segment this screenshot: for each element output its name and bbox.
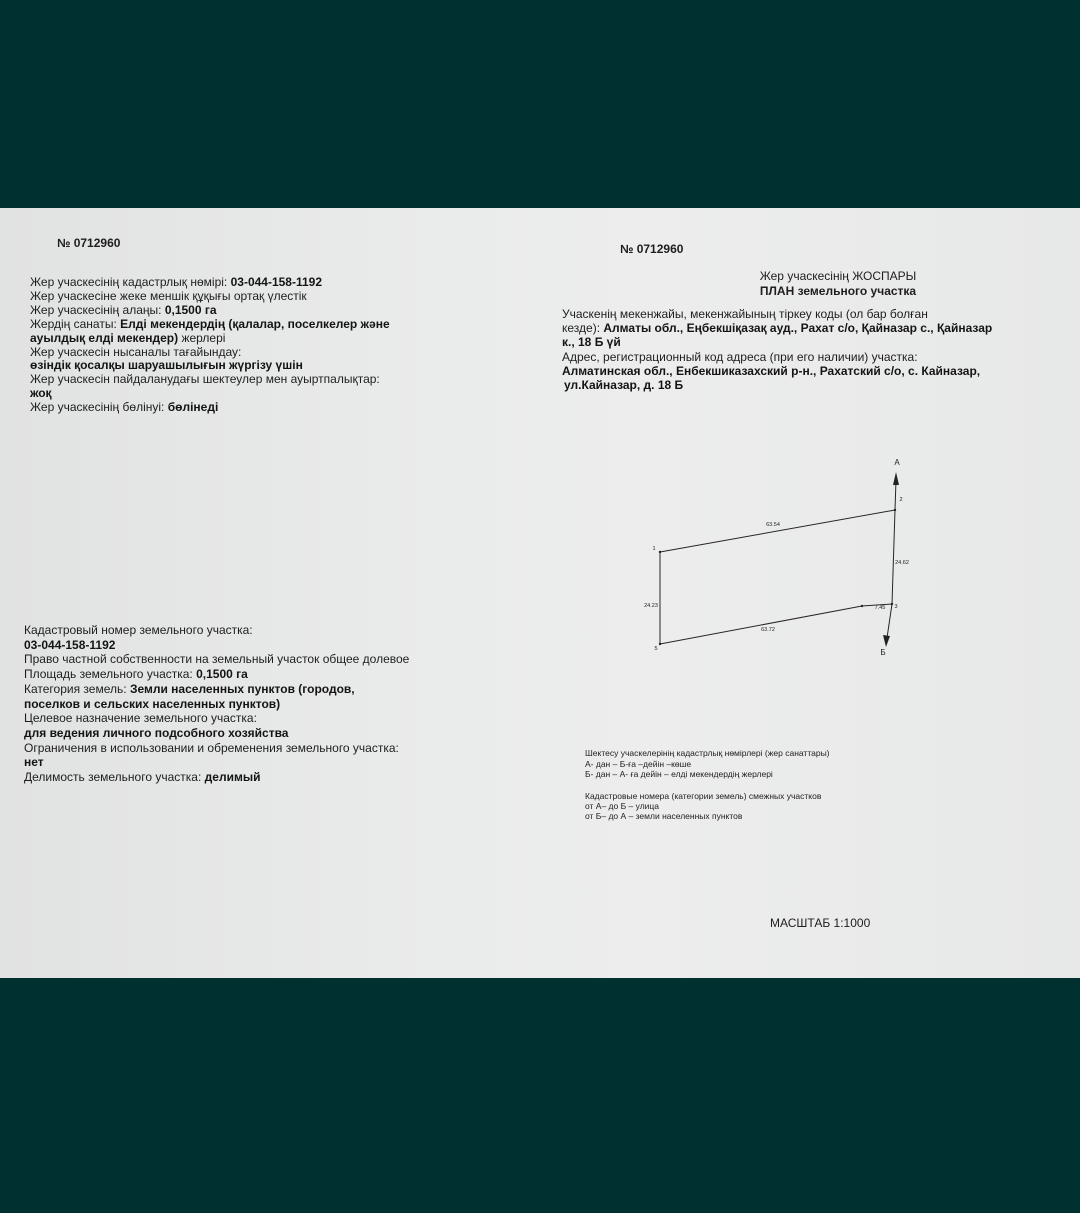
direction-b-arrow-shaft [887,604,892,638]
ru-restrictions-value: нет [24,755,44,770]
kz-restrictions-label: Жер учаскесін пайдаланудағы шектеулер мен ауыртпалықтар: [30,372,380,387]
kz-ownership-line: Жер учаскесіне жеке меншік құқығы ортақ үлестік [30,288,307,303]
adjacent-plots-legend-kz [585,748,830,780]
address-kz-label-2: кезде): [562,321,601,336]
ru-category-value-2: поселков и сельских населенных пунктов) [24,696,281,711]
ru-divisibility-value: делимый [204,770,261,785]
address-kz-value-2: к., 18 Б үй [562,335,621,350]
ru-area-label: Площадь земельного участка: [24,667,193,682]
dimension-bottom: 63.72 [761,627,775,633]
plan-title [738,269,938,299]
ru-purpose-line [24,726,409,741]
certificate-sheet [0,208,1080,978]
address-ru-line-1 [562,364,992,378]
ru-purpose-value: для ведения личного подсобного хозяйства [24,725,289,740]
vertex-5 [659,643,661,645]
legend-kz-title: Шектесу учаскелерінің кадастрлық нөмірлері (жер санаттары) [585,748,830,758]
ru-cadastral-label: Кадастровый номер земельного участка: [24,623,253,637]
direction-a-arrowhead [893,472,899,485]
ru-category-label: Категория земель: [24,681,127,696]
direction-a-label: А [894,458,900,467]
kz-area-label: Жер учаскесінің алаңы: [30,302,162,317]
kz-divisibility-value: бөлінеді [167,400,219,415]
ru-area-line [24,667,409,682]
vertex-3 [891,603,893,605]
kz-area-line [30,304,390,318]
dimension-top: 63.54 [766,522,780,528]
ru-restrictions-line [24,755,409,770]
kz-category-label: Жердің санаты: [30,316,117,331]
address-kz-label-1: Учаскенің мекенжайы, мекенжайының тіркеу коды (ол бар болған [562,307,928,321]
kz-area-value: 0,1500 га [164,302,217,317]
kz-category-line [30,318,390,332]
document-number-left: № 0712960 [57,236,121,250]
ru-purpose-label: Целевое назначение земельного участка: [24,711,257,726]
point-label-2: 2 [899,497,903,503]
adjacent-plots-legend-ru [585,791,821,821]
kz-purpose-value: өзіндік қосалқы шаруашылығын жүргізу үшін [30,358,303,373]
dimension-right: 24.62 [895,560,909,566]
kz-cadastral-value: 03-044-158-1192 [230,275,323,289]
plot-address [562,307,992,392]
ru-category-line-2 [24,697,409,712]
address-ru-value-2: ул.Кайназар, д. 18 Б [564,378,684,393]
plot-boundary-bottom [660,606,862,644]
ru-divisibility-line [24,770,409,785]
kz-cadastral-label: Жер учаскесінің кадастрлық нөмірі: [30,275,228,289]
address-ru-label: Адрес, регистрационный код адреса (при его наличии) участка: [562,349,918,364]
ru-category-line [24,682,409,697]
direction-b-label: Б [880,648,886,657]
land-plot-plan [630,450,920,660]
point-label-3: 3 [894,604,898,610]
plot-boundary-top [660,510,895,552]
kz-cadastral-line [30,276,390,290]
address-ru-value-1: Алматинская обл., Енбекшиказахский р-н., Рахатский с/о, с. Кайназар, [562,363,981,378]
kazakh-plot-details [30,276,390,415]
kz-category-suffix: жерлері [181,330,226,345]
russian-plot-details [24,623,409,785]
address-kz-line-2 [562,321,992,335]
legend-kz-b-to-a: Б- дан – А- ға дейін – елді мекендердің жерлері [585,769,773,779]
kz-purpose-label: Жер учаскесін нысаналы тағайындау: [30,344,242,359]
legend-ru-b-to-a: от Б– до А – земли населенных пунктов [585,811,743,821]
document-number-right: № 0712960 [620,242,684,256]
legend-ru-a-to-b: от А– до Б – улица [585,801,659,811]
address-kz-line-3 [562,335,992,349]
kz-restrictions-value: жоқ [30,386,52,401]
kz-divisibility-line [30,401,390,415]
dimension-short: 7.45 [874,605,886,611]
ru-cadastral-value: 03-044-158-1192 [24,637,116,652]
ru-divisibility-label: Делимость земельного участка: [24,770,202,785]
address-kz-value-1: Алматы обл., Еңбекшіқазақ ауд., Рахат с/о, Қайназар с., Қайназар [603,321,993,336]
kz-divisibility-label: Жер учаскесінің бөлінуі: [30,400,165,415]
plan-scale: МАСШТАБ 1:1000 [770,916,871,930]
address-ru-line-2 [562,378,992,392]
kz-category-value-2: ауылдық елді мекендер) [30,330,179,345]
plan-title-kz: Жер учаскесінің ЖОСПАРЫ [759,269,917,283]
legend-ru-title: Кадастровые номера (категории земель) смежных участков [585,791,822,801]
kz-restrictions-line [30,387,390,401]
ru-category-value-1: Земли населенных пунктов (городов, [129,681,355,696]
direction-b-arrowhead [883,635,890,647]
vertex-2 [894,509,896,511]
ru-restrictions-label: Ограничения в использовании и обременения земельного участка: [24,740,399,755]
kz-category-line-2 [30,332,390,346]
plot-boundary-right [892,510,895,604]
kz-category-value-1: Елді мекендердің (қалалар, поселкелер және [120,316,390,331]
plan-title-ru: ПЛАН земельного участка [759,284,917,298]
vertex-1 [659,551,661,553]
point-label-1: 1 [652,546,656,552]
ru-cadastral-line [24,638,409,653]
vertex-4 [861,605,863,607]
ru-ownership-line: Право частной собственности на земельный участок общее долевое [24,652,410,667]
dimension-left: 24.23 [644,603,658,609]
ru-area-value: 0,1500 га [196,667,248,682]
point-label-5: 5 [654,646,658,652]
legend-kz-a-to-b: А- дан – Б-ға –дейін –көше [585,758,692,769]
kz-purpose-line [30,359,390,373]
